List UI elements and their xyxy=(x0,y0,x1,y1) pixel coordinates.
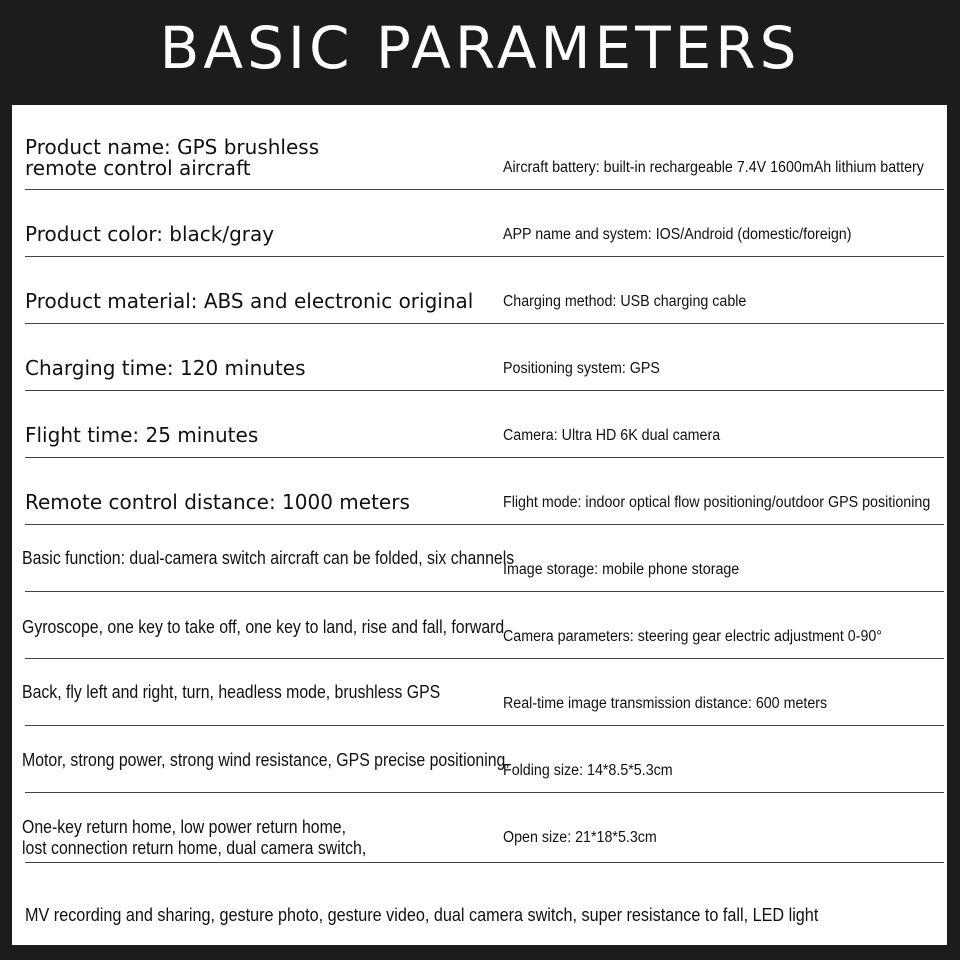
row-divider xyxy=(25,189,944,190)
row-divider xyxy=(25,591,944,592)
param-right-3: Positioning system: GPS xyxy=(503,360,660,377)
param-right-2: Charging method: USB charging cable xyxy=(503,293,747,310)
param-left-9: Motor, strong power, strong wind resistance, GPS precise positioning, xyxy=(22,750,510,770)
page-title: BASIC PARAMETERS xyxy=(159,13,801,82)
param-left-4: Flight time: 25 minutes xyxy=(25,423,259,447)
param-left-3: Charging time: 120 minutes xyxy=(25,356,306,380)
param-right-8: Real-time image transmission distance: 600 meters xyxy=(503,695,828,712)
param-right-10: Open size: 21*18*5.3cm xyxy=(503,829,657,846)
param-right-4: Camera: Ultra HD 6K dual camera xyxy=(503,427,721,444)
row-divider xyxy=(25,658,944,659)
row-divider xyxy=(25,256,944,257)
parameters-panel xyxy=(12,105,947,945)
param-left-8: Back, fly left and right, turn, headless mode, brushless GPS xyxy=(22,682,441,702)
header-bar xyxy=(0,0,960,105)
row-divider xyxy=(25,862,944,863)
param-right-5: Flight mode: indoor optical flow positioning/outdoor GPS positioning xyxy=(503,494,931,511)
param-left-5: Remote control distance: 1000 meters xyxy=(25,490,410,514)
param-right-9: Folding size: 14*8.5*5.3cm xyxy=(503,762,673,779)
param-right-6: Image storage: mobile phone storage xyxy=(503,561,740,578)
param-right-1: APP name and system: IOS/Android (domestic/foreign) xyxy=(503,226,852,243)
row-divider xyxy=(25,792,944,793)
row-divider xyxy=(25,390,944,391)
param-left-6: Basic function: dual-camera switch aircraft can be folded, six channels xyxy=(22,548,515,568)
param-left-7: Gyroscope, one key to take off, one key to land, rise and fall, forward xyxy=(22,617,505,637)
param-right-0: Aircraft battery: built-in rechargeable 7.4V 1600mAh lithium battery xyxy=(503,159,924,176)
row-divider xyxy=(25,323,944,324)
row-divider xyxy=(25,524,944,525)
row-divider xyxy=(25,725,944,726)
param-right-7: Camera parameters: steering gear electric adjustment 0-90° xyxy=(503,628,883,645)
param-left-1: Product color: black/gray xyxy=(25,222,275,246)
row-divider xyxy=(25,457,944,458)
param-left-2: Product material: ABS and electronic original xyxy=(25,289,474,313)
param-left-0: Product name: GPS brushless remote control aircraft xyxy=(25,135,320,180)
features-footer: MV recording and sharing, gesture photo, gesture video, dual camera switch, super resistance to fall, LED light xyxy=(25,905,819,925)
param-left-10: One-key return home, low power return home, lost connection return home, dual camera switch, xyxy=(22,817,367,858)
